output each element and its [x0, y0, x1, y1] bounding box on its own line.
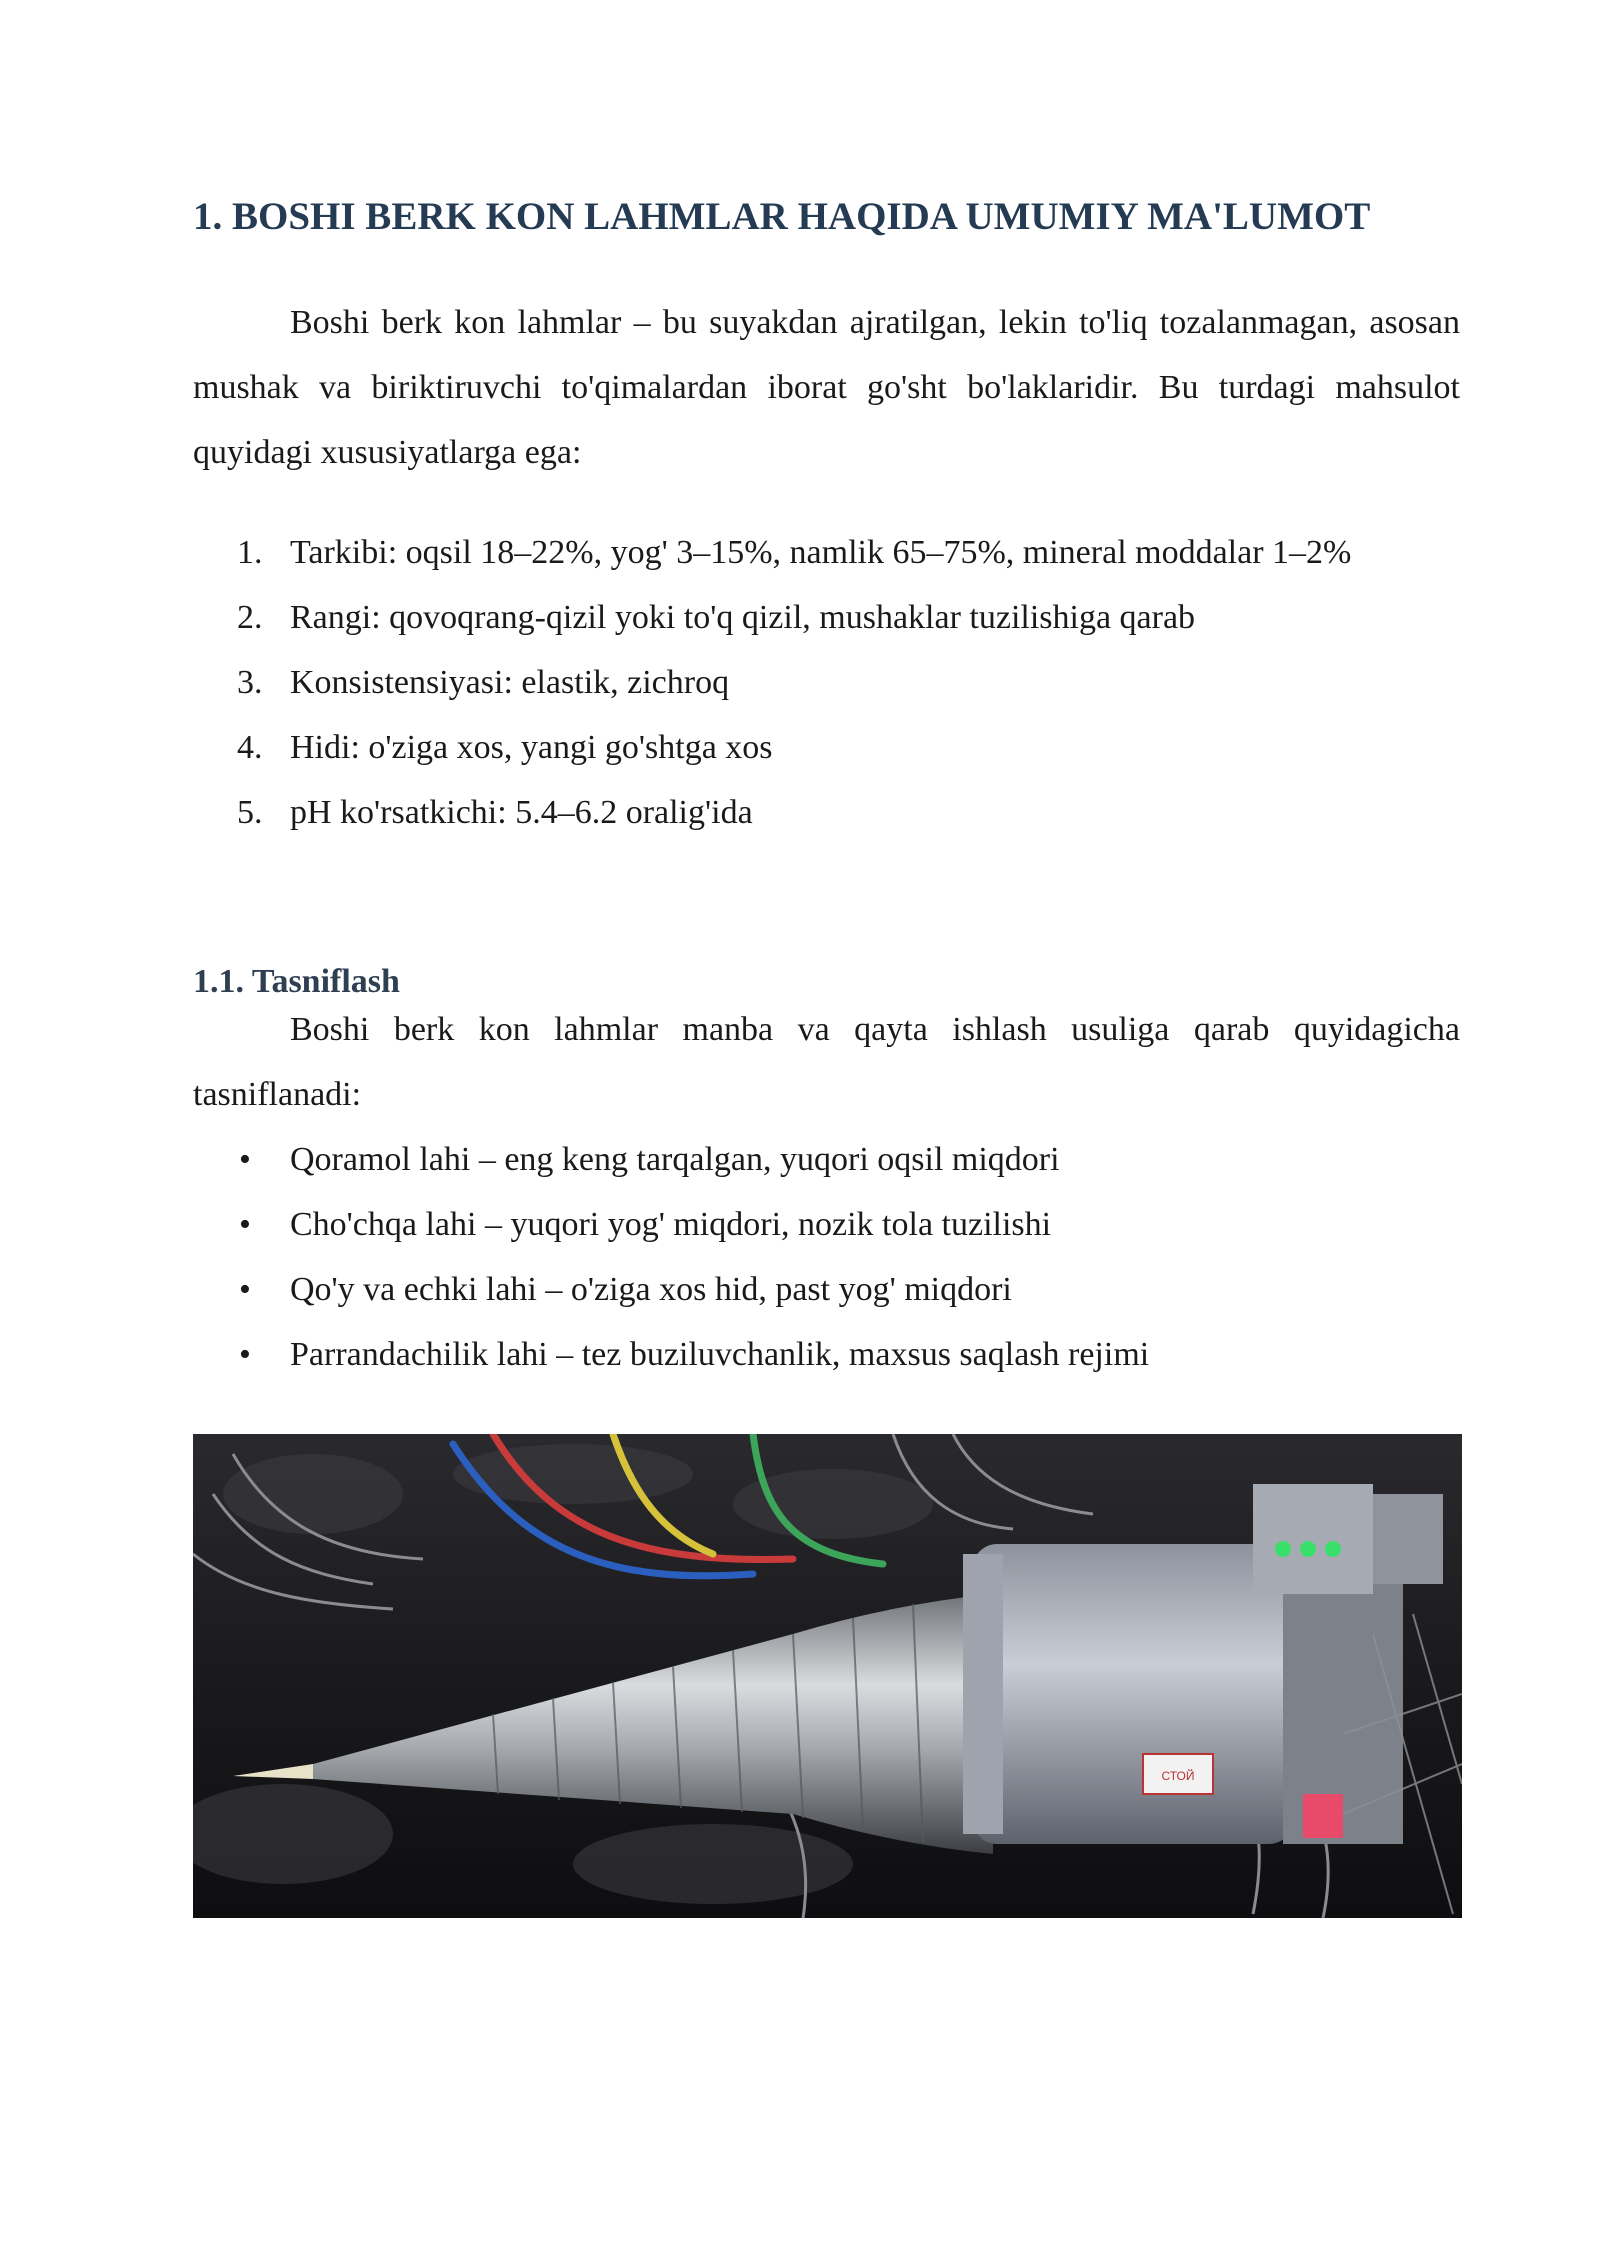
bullet-icon: • [239, 1271, 251, 1308]
intro-paragraph [193, 290, 1460, 485]
list-item-text: Konsistensiyasi: elastik, zichroq [290, 664, 730, 701]
list-number: 1. [237, 534, 263, 571]
subsection-heading: 1.1. Tasniflash [193, 963, 400, 1000]
bullet-icon: • [239, 1141, 251, 1178]
list-item-text: Rangi: qovoqrang-qizil yoki to'q qizil, mushaklar tuzilishiga qarab [290, 599, 1196, 636]
classification-paragraph [193, 997, 1460, 1127]
list-number: 5. [237, 794, 263, 831]
list-item [193, 585, 1460, 650]
warning-sign-text: СТОЙ [1161, 1769, 1195, 1783]
list-item [193, 1257, 1460, 1322]
list-item [193, 1127, 1460, 1192]
mine-ventilation-photo [193, 1434, 1462, 1918]
list-item [193, 715, 1460, 780]
list-item [193, 650, 1460, 715]
list-number: 3. [237, 664, 263, 701]
list-item-text: pH ko'rsatkichi: 5.4–6.2 oralig'ida [290, 794, 753, 831]
list-number: 2. [237, 599, 263, 636]
list-item-text: Hidi: o'ziga xos, yangi go'shtga xos [290, 729, 773, 766]
list-item [193, 1192, 1460, 1257]
list-item-text: Qo'y va echki lahi – o'ziga xos hid, past yog' miqdori [290, 1271, 1012, 1308]
bullet-icon: • [239, 1206, 251, 1243]
bullet-icon: • [239, 1336, 251, 1373]
list-item-text: Tarkibi: oqsil 18–22%, yog' 3–15%, namlik 65–75%, mineral moddalar 1–2% [290, 534, 1352, 571]
list-item-text: Qoramol lahi – eng keng tarqalgan, yuqori oqsil miqdori [290, 1141, 1060, 1178]
list-number: 4. [237, 729, 263, 766]
classification-text: Boshi berk kon lahmlar manba va qayta ishlash usuliga qarab quyidagicha tasniflanadi: [193, 1011, 1460, 1113]
list-item-text: Cho'chqa lahi – yuqori yog' miqdori, nozik tola tuzilishi [290, 1206, 1052, 1243]
list-item [193, 1322, 1460, 1387]
list-item [193, 780, 1460, 845]
intro-text: Boshi berk kon lahmlar – bu suyakdan ajratilgan, lekin to'liq tozalanmagan, asosan mushak va biriktiruvchi to'qimalardan iborat go'sht bo'laklaridir. Bu turdagi mahsulot quyidagi xususiyatlarga ega: [193, 304, 1460, 471]
list-item-text: Parrandachilik lahi – tez buziluvchanlik, maxsus saqlash rejimi [290, 1336, 1150, 1373]
classification-list [193, 1127, 1460, 1387]
list-item [193, 520, 1460, 585]
section-heading: 1. BOSHI BERK KON LAHMLAR HAQIDA UMUMIY MA'LUMOT [193, 195, 1371, 238]
properties-list [193, 520, 1460, 845]
